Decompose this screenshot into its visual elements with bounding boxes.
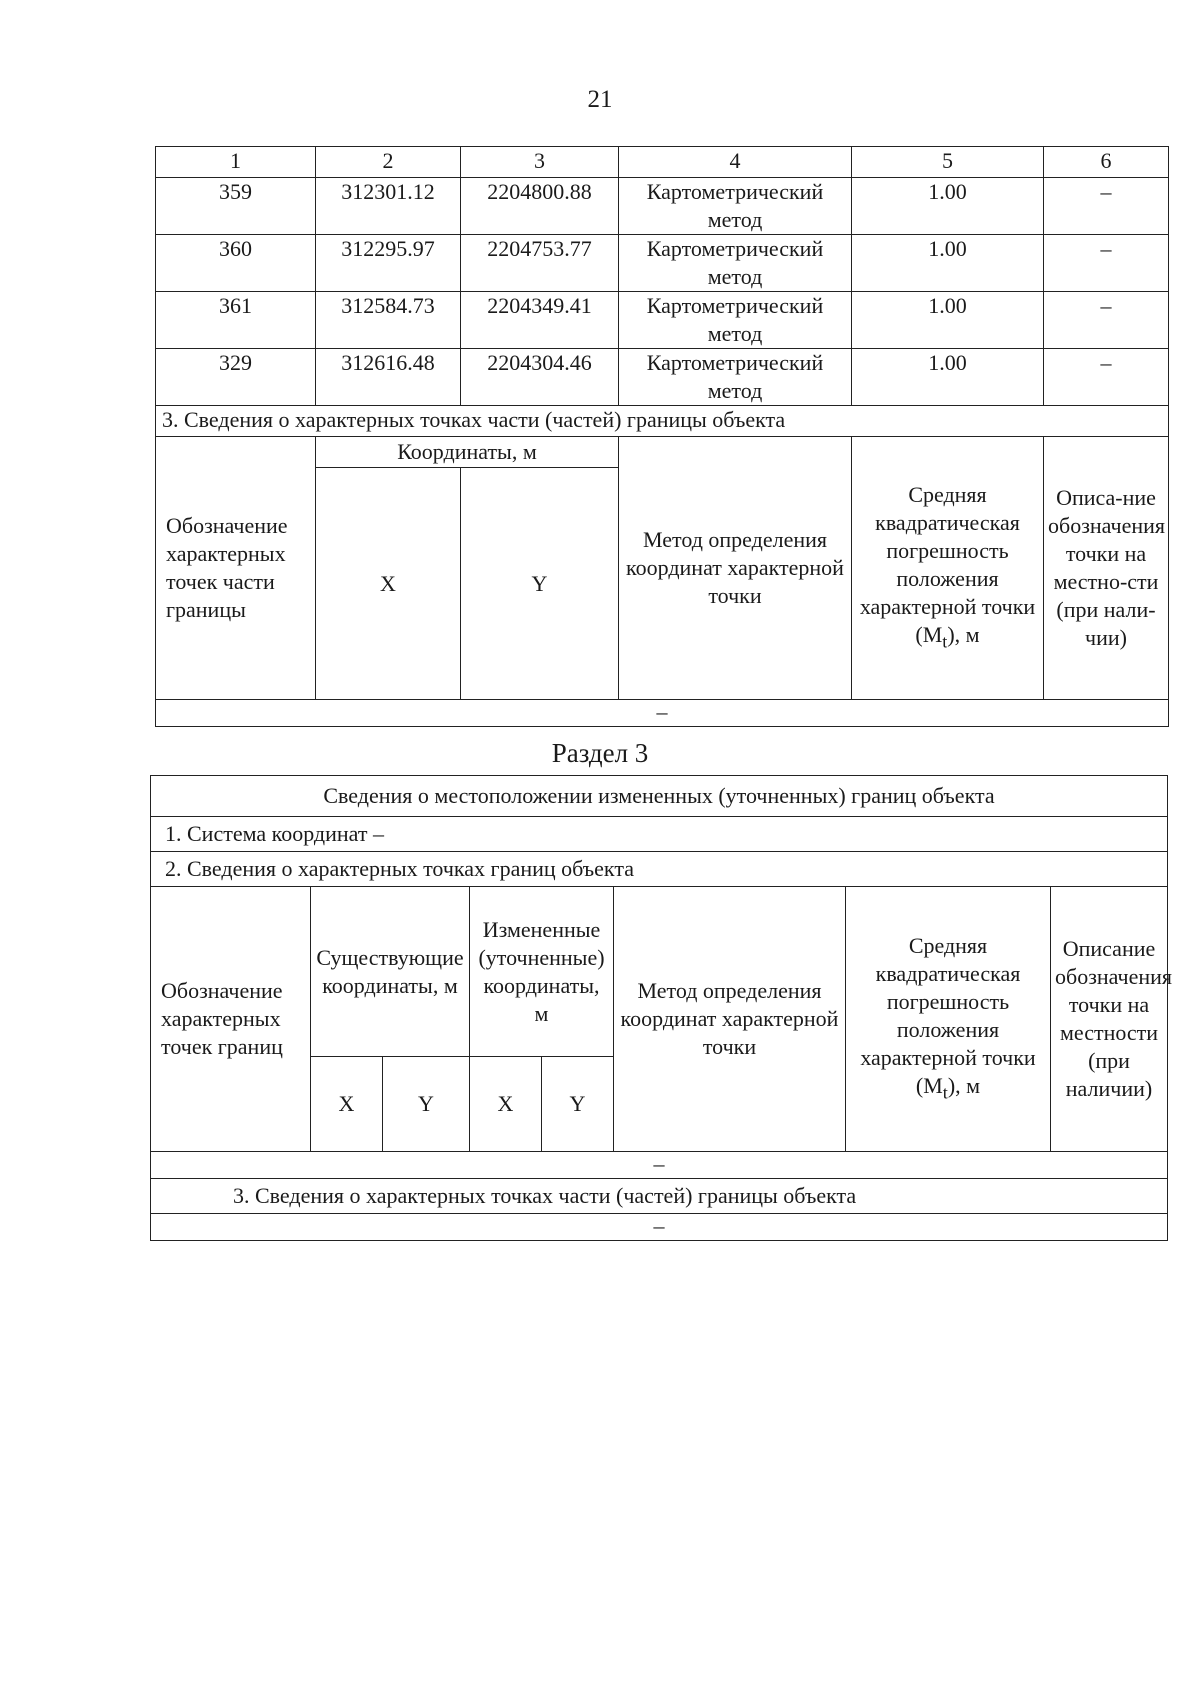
empty-row [151, 1214, 1168, 1241]
point-id: 360 [156, 235, 316, 292]
error-value: 1.00 [852, 349, 1044, 406]
empty-value: – [151, 1152, 1168, 1179]
method: Картометрический метод [619, 292, 852, 349]
existing-coords-header: Существующие координаты, м [311, 887, 470, 1057]
changed-boundaries-table [150, 775, 1173, 1241]
point-id: 359 [156, 178, 316, 235]
coord-y: 2204753.77 [461, 235, 619, 292]
col-number: 3 [461, 147, 619, 178]
header-row [151, 887, 1168, 1057]
coord-y: 2204349.41 [461, 292, 619, 349]
point-id: 329 [156, 349, 316, 406]
empty-value: – [156, 700, 1169, 727]
column-number-row [156, 147, 1169, 178]
section-title: 3. Сведения о характерных точках части (частей) границы объекта [151, 1179, 1168, 1214]
col-number: 2 [316, 147, 461, 178]
section-row [151, 1179, 1168, 1214]
section-title: 3. Сведения о характерных точках части (частей) границы объекта [156, 406, 1169, 437]
y-header: Y [542, 1057, 614, 1152]
error-value: 1.00 [852, 178, 1044, 235]
method-header: Метод определения координат характерной точки [619, 437, 852, 700]
table-row [156, 178, 1169, 235]
y-header: Y [383, 1057, 470, 1152]
header-row [156, 437, 1169, 468]
coord-x: 312616.48 [316, 349, 461, 406]
empty-value: – [151, 1214, 1168, 1241]
error-value: 1.00 [852, 235, 1044, 292]
empty-row [156, 700, 1169, 727]
table-row [156, 292, 1169, 349]
boundary-points-table [155, 146, 1169, 727]
changed-coords-header: Измененные (уточненные) координаты, м [470, 887, 614, 1057]
x-header: X [316, 468, 461, 700]
method: Картометрический метод [619, 235, 852, 292]
point-id: 361 [156, 292, 316, 349]
page-number: 21 [587, 86, 613, 113]
error-header: Средняя квадратическая погрешность положения характерной точки $(M_t)$, м [852, 437, 1044, 700]
coords-header: Координаты, м [316, 437, 619, 468]
coord-x: 312295.97 [316, 235, 461, 292]
x-header: X [470, 1057, 542, 1152]
x-header: X [311, 1057, 383, 1152]
error-value: 1.00 [852, 292, 1044, 349]
empty-row [151, 1152, 1168, 1179]
col-number: 4 [619, 147, 852, 178]
table-row [156, 235, 1169, 292]
section-row [151, 817, 1168, 852]
coord-y: 2204800.88 [461, 178, 619, 235]
description-header: Описание обозначения точки на местности (при наличии) [1051, 887, 1168, 1152]
subscript: t [942, 1082, 948, 1103]
title-row [151, 776, 1168, 817]
coord-x: 312301.12 [316, 178, 461, 235]
col-number: 1 [156, 147, 316, 178]
coord-x: 312584.73 [316, 292, 461, 349]
section-title: 2. Сведения о характерных точках границ объекта [151, 852, 1168, 887]
description: – [1044, 235, 1169, 292]
col-number: 5 [852, 147, 1044, 178]
y-header: Y [461, 468, 619, 700]
description: – [1044, 292, 1169, 349]
subscript: t [942, 631, 948, 652]
section-heading: Раздел 3 [551, 738, 649, 768]
description: – [1044, 349, 1169, 406]
description: – [1044, 178, 1169, 235]
method: Картометрический метод [619, 178, 852, 235]
table-title: Сведения о местоположении измененных (уточненных) границ объекта [151, 776, 1168, 817]
coord-y: 2204304.46 [461, 349, 619, 406]
designation-header: Обозначение характерных точек границ [151, 887, 311, 1152]
designation-header: Обозначение характерных точек части границы [156, 437, 316, 700]
section-row [151, 852, 1168, 887]
col-number: 6 [1044, 147, 1169, 178]
description-header: Описа-ние обозначения точки на местно-сти (при нали-чии) [1044, 437, 1169, 700]
table-row [156, 349, 1169, 406]
method: Картометрический метод [619, 349, 852, 406]
coord-system: 1. Система координат – [151, 817, 1168, 852]
section-row [156, 406, 1169, 437]
error-header: Средняя квадратическая погрешность положения характерной точки $(M_t)$, м [846, 887, 1051, 1152]
method-header: Метод определения координат характерной точки [614, 887, 846, 1152]
